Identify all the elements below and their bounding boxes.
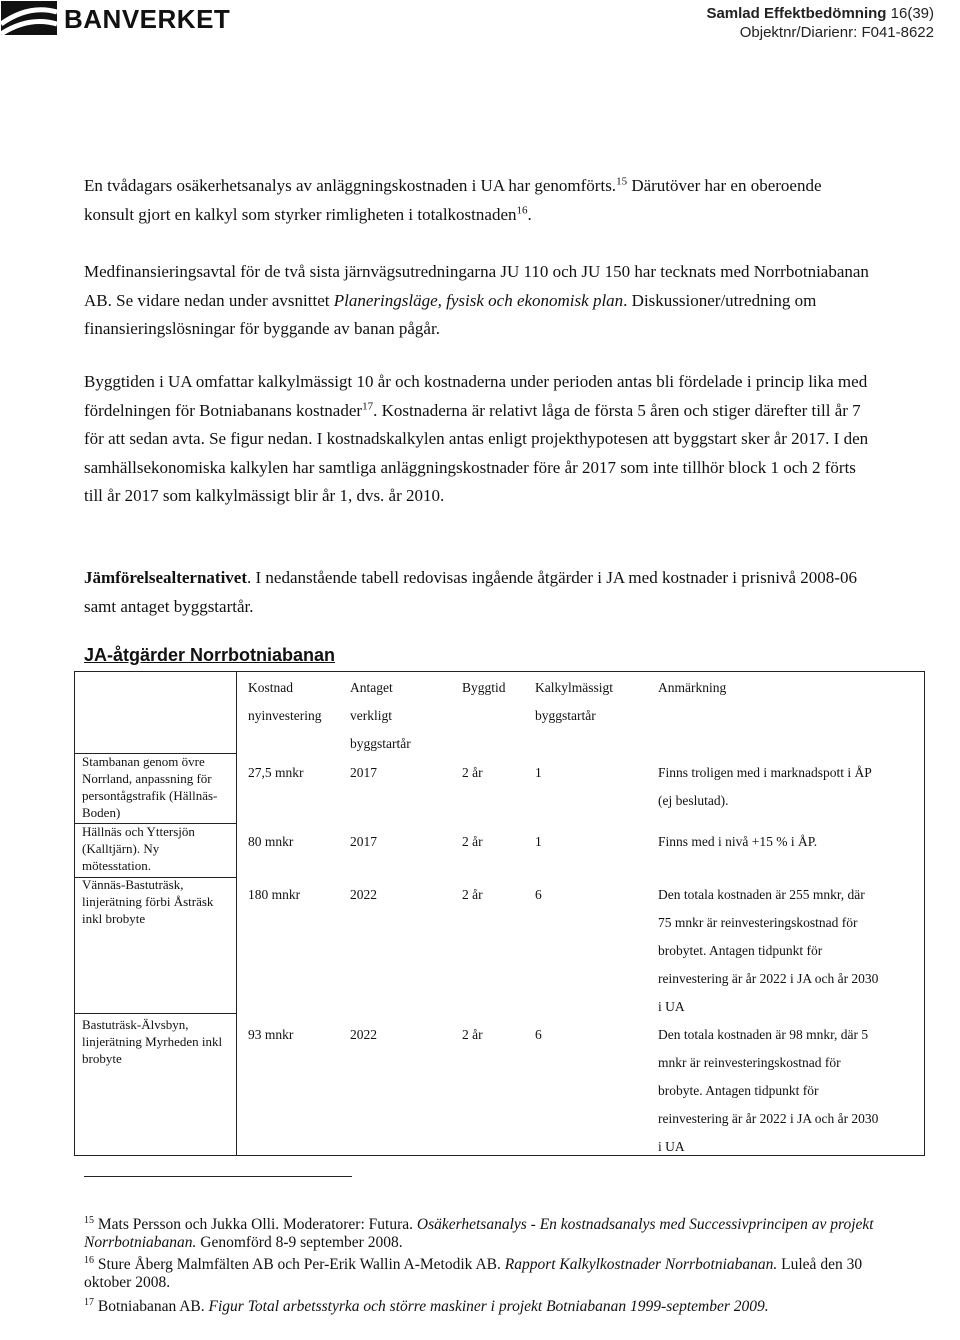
p1-text-b: Därutöver har en oberoende konsult gjort en kalkyl som styrker rimligheten i totalkostnaden [84, 176, 822, 224]
row-1-anm-line: Finns troligen med i marknadspott i ÅP [658, 765, 872, 780]
row-3-anmarkning [658, 881, 878, 1021]
row-1-kostnad: 27,5 mnkr [248, 765, 304, 780]
row-4-kalkyl: 6 [535, 1027, 542, 1042]
row-3-kostnad: 180 mnkr [248, 887, 301, 902]
row-4-byggtid: 2 år [462, 1027, 483, 1042]
row-2-kalkyl: 1 [535, 834, 542, 849]
p2-italic-section-ref: Planeringsläge, fysisk och ekonomisk plan [333, 290, 624, 310]
header-anmarkning [658, 674, 726, 702]
footnote-16 [84, 1256, 904, 1291]
p2-text-a: Medfinansieringsavtal för de två sista järnvägsutredningarna JU 110 och JU 150 har tecknats med Norrbotniabanan AB. Se vidare nedan under avsnittet [84, 262, 869, 310]
footnote-separator [84, 1176, 352, 1177]
row-1-anm-line: (ej beslutad). [658, 793, 729, 808]
logo-wordmark: BANVERKET [64, 4, 231, 34]
row-label-1: Stambanan genom övre Norrland, anpassning för persontågstrafik (Hällnäs-Boden) [82, 754, 218, 820]
header-antaget-line-2: verkligt [350, 708, 392, 723]
row-3-anm-line: brobytet. Antagen tidpunkt för [658, 943, 823, 958]
footnote-ref-15: 15 [616, 175, 628, 188]
row-3-anm-line: i UA [658, 999, 685, 1014]
row-label-3: Vännäs-Bastuträsk, linjerätning förbi Åsträsk inkl brobyte [82, 877, 214, 926]
row-2-anm-line: Finns med i nivå +15 % i ÅP. [658, 834, 818, 849]
row-1-byggtid: 2 år [462, 765, 483, 780]
footnote-text: Genomförd 8-9 september 2008. [196, 1233, 403, 1251]
footnote-number: 16 [84, 1254, 94, 1266]
header-kostnad-line-1: Kostnad [248, 680, 293, 695]
footnote-text: Mats Persson och Jukka Olli. Moderatorer: Futura. [94, 1216, 417, 1233]
footnote-15 [84, 1216, 904, 1251]
row-4-anm-line: i UA [658, 1139, 685, 1154]
paragraph-1 [84, 172, 874, 229]
footnote-ref-16: 16 [516, 203, 528, 216]
row-2-antaget: 2017 [350, 834, 377, 849]
footnote-title: Rapport Kalkylkostnader Norrbotniabanan. [504, 1256, 778, 1273]
footnote-title: Figur Total arbetsstyrka och större maskiner i projekt Botniabanan 1999-september 2009. [208, 1298, 769, 1315]
p4-bold-heading: Jämförelsealternativet [84, 568, 248, 587]
row-4-anm-line: reinvestering är år 2022 i JA och år 2030 [658, 1111, 879, 1126]
row-4-anmarkning [658, 1021, 878, 1161]
table-column-divider [236, 672, 237, 1155]
footnote-title: Osäkerhetsanalys - En kostnadsanalys med Successivprincipen av projekt Norrbotniabanan. [84, 1216, 874, 1251]
header-byggtid-line-1: Byggtid [462, 680, 506, 695]
header-anmarkning-line-1: Anmärkning [658, 680, 727, 695]
footnote-text: Sture Åberg Malmfälten AB och Per-Erik Wallin A-Metodik AB. [94, 1256, 505, 1273]
header-kalkyl-line-2: byggstartår [535, 708, 596, 723]
paragraph-4 [84, 564, 874, 621]
row-3-antaget: 2022 [350, 887, 377, 902]
row-2-anmarkning [658, 828, 817, 856]
row-2-kostnad: 80 mnkr [248, 834, 294, 849]
footnote-ref-17: 17 [362, 399, 374, 412]
header-title-line [706, 4, 934, 23]
doc-title: Samlad Effektbedömning [706, 5, 887, 22]
paragraph-2 [84, 258, 874, 344]
p2-text-b: . Diskussioner/utredning om finansieringslösningar för byggande av banan pågår. [84, 290, 817, 338]
row-2-byggtid: 2 år [462, 834, 483, 849]
row-3-anm-line: reinvestering är år 2022 i JA och år 2030 [658, 971, 879, 986]
header-kostnad [248, 674, 322, 730]
table-title: JA-åtgärder Norrbotniabanan [84, 645, 336, 665]
row-4-anm-line: brobyte. Antagen tidpunkt för [658, 1083, 819, 1098]
footnote-17 [84, 1298, 904, 1316]
footnote-number: 17 [84, 1296, 94, 1308]
row-label-2: Hällnäs och Yttersjön (Kalltjärn). Ny mötesstation. [82, 824, 195, 873]
paragraph-3 [84, 368, 874, 511]
row-3-anm-line: Den totala kostnaden är 255 mnkr, där [658, 887, 865, 902]
row-1-antaget: 2017 [350, 765, 377, 780]
header-kalkyl [535, 674, 613, 730]
row-1-anmarkning [658, 759, 872, 815]
row-4-anm-line: mnkr är reinvesteringskostnad för [658, 1055, 841, 1070]
row-1-kalkyl: 1 [535, 765, 542, 780]
row-3-anm-line: 75 mnkr är reinvesteringskostnad för [658, 915, 858, 930]
row-4-kostnad: 93 mnkr [248, 1027, 294, 1042]
row-3-byggtid: 2 år [462, 887, 483, 902]
doc-reference: Objektnr/Diarienr: F041-8622 [739, 24, 934, 41]
row-label-4: Bastuträsk-Älvsbyn, linjerätning Myrheden inkl brobyte [82, 1017, 223, 1066]
p1-text-c: . [527, 204, 532, 224]
banverket-logo-mark-icon [0, 0, 58, 36]
banverket-logo [0, 0, 240, 40]
row-4-anm-line: Den totala kostnaden är 98 mnkr, där 5 [658, 1027, 869, 1042]
document-header [706, 4, 934, 42]
footnote-number: 15 [84, 1214, 94, 1226]
p1-text-a: En tvådagars osäkerhetsanalys av anläggningskostnaden i UA har genomförts. [84, 176, 617, 195]
header-antaget-line-1: Antaget [350, 680, 393, 695]
row-3-kalkyl: 6 [535, 887, 542, 902]
header-kostnad-line-2: nyinvestering [248, 708, 322, 723]
header-antaget [350, 674, 411, 758]
page-number: 16(39) [890, 5, 934, 22]
footnote-text: Botniabanan AB. [94, 1298, 209, 1315]
header-kalkyl-line-1: Kalkylmässigt [535, 680, 613, 695]
table-row-divider [75, 1013, 236, 1014]
p3-text-b: . Kostnaderna är relativt låga de första 5 åren och stiger därefter till år 7 för att sedan avta. Se figur nedan. I kostnadskalkylen antas enligt projekthypotesen att byggstart sker år 2017. I den samhällsekonomiska kalkylen har samtliga anläggningskostnader före år 2017 som inte tillhör block 1 och 2 förts till år 2017 som kalkylmässigt blir år 1, dvs. år 2010. [84, 400, 869, 505]
p3-text-a: Byggtiden i UA omfattar kalkylmässigt 10 år och kostnaderna under perioden antas bli fördelade i princip lika med fördelningen för Botniabanans kostnader [84, 372, 868, 420]
header-byggtid [462, 674, 506, 702]
header-antaget-line-3: byggstartår [350, 736, 411, 751]
footnote-text: Luleå den 30 oktober 2008. [84, 1256, 863, 1291]
p4-text-a: . I nedanstående tabell redovisas ingående åtgärder i JA med kostnader i prisnivå 2008-06 samt antaget byggstartår. [84, 568, 857, 616]
row-4-antaget: 2022 [350, 1027, 377, 1042]
